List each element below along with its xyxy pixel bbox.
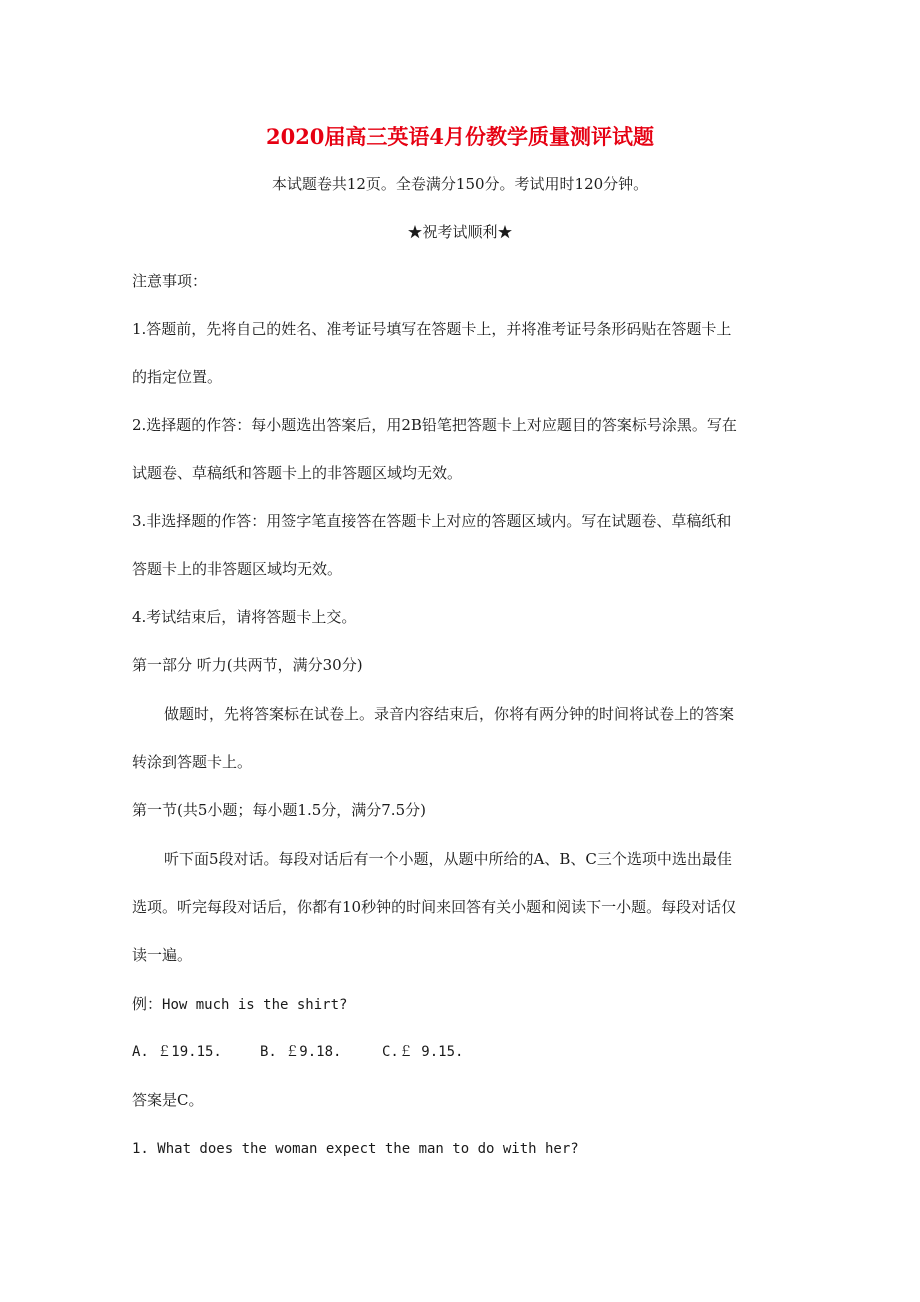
example-option-a: A. ￡19.15. <box>132 1044 222 1060</box>
example-answer: 答案是C。 <box>132 1091 204 1109</box>
part1-heading: 第一部分 听力(共两节，满分30分) <box>132 656 363 674</box>
note-3-line-1: 3.非选择题的作答：用签字笔直接答在答题卡上对应的答题区域内。写在试题卷、草稿纸和 <box>132 512 732 530</box>
example-label: 例： <box>132 995 163 1013</box>
notice-heading: 注意事项： <box>132 272 208 290</box>
section1-heading: 第一节(共5小题；每小题1.5分，满分7.5分) <box>132 801 426 819</box>
note-1-line-2: 的指定位置。 <box>132 368 223 386</box>
note-3-line-2: 答题卡上的非答题区域均无效。 <box>132 560 343 578</box>
exam-subtitle: 本试题卷共12页。全卷满分150分。考试用时120分钟。 <box>271 175 649 193</box>
section1-instruction-line-3: 读一遍。 <box>132 946 193 964</box>
part1-instruction-line-2: 转涂到答题卡上。 <box>132 753 253 771</box>
example-options <box>132 1042 463 1062</box>
question-1: 1. What does the woman expect the man to do with her? <box>132 1141 579 1157</box>
document-title: 2020届高三英语4月份教学质量测评试题 <box>265 124 655 149</box>
example-option-c: C.￡ 9.15. <box>382 1044 464 1060</box>
example-question-text: How much is the shirt? <box>162 997 348 1013</box>
note-1-line-1: 1.答题前，先将自己的姓名、准考证号填写在答题卡上，并将准考证号条形码贴在答题卡上 <box>132 320 732 338</box>
blessing-text: ★祝考试顺利★ <box>407 223 513 241</box>
part1-instruction-line-1: 做题时，先将答案标在试卷上。录音内容结束后，你将有两分钟的时间将试卷上的答案 <box>164 705 735 723</box>
section1-instruction-line-1: 听下面5段对话。每段对话后有一个小题，从题中所给的A、B、C三个选项中选出最佳 <box>164 850 732 868</box>
example-question <box>132 994 347 1015</box>
section1-instruction-line-2: 选项。听完每段对话后，你都有10秒钟的时间来回答有关小题和阅读下一小题。每段对话仅 <box>132 898 737 916</box>
note-2-line-1: 2.选择题的作答：每小题选出答案后，用2B铅笔把答题卡上对应题目的答案标号涂黑。写在 <box>132 416 737 434</box>
note-4-line-1: 4.考试结束后，请将答题卡上交。 <box>132 608 357 626</box>
note-2-line-2: 试题卷、草稿纸和答题卡上的非答题区域均无效。 <box>132 464 463 482</box>
example-option-b: B. ￡9.18. <box>260 1044 342 1060</box>
